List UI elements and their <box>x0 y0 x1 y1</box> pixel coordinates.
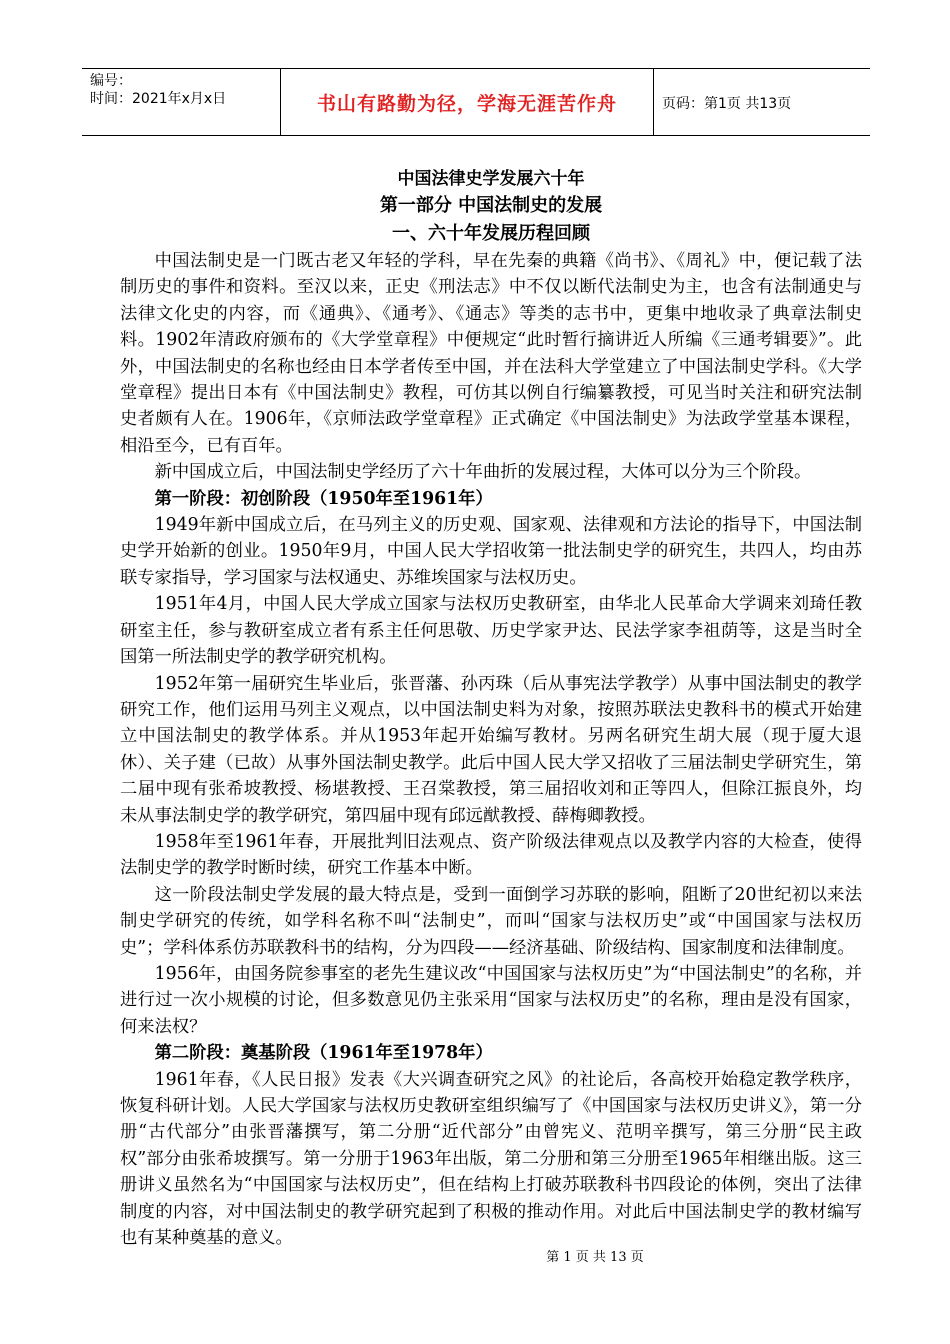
document-title: 中国法律史学发展六十年 <box>397 169 585 189</box>
paragraph: 1956年，由国务院参事室的老先生建议改“中国国家与法权历史”为“中国法制史”的名称，并进行过一次小规模的讨论，但多数意见仍主张采用“国家与法权历史”的名称，理由是没有国家，何来法权？ <box>120 963 862 1037</box>
page-header <box>82 68 870 136</box>
paragraph: 1952年第一届研究生毕业后，张晋藩、孙丙珠（后从事宪法学教学）从事中国法制史的教学研究工作，他们运用马列主义观点，以中国法制史料为对象，按照苏联法史教科书的模式开始建立中国法制史的教学体系。并从1953年起开始编写教材。另两名研究生胡大展（现于厦大退休）、关子建（已故）从事外国法制史教学。此后中国人民大学又招收了三届法制史学研究生，第二届中现有张希坡教授、杨堪教授、王召棠教授，第三届招收刘和正等四人，但除江振良外，均未从事法制史学的教学研究，第四届中现有邱远猷教授、薛梅卿教授。 <box>120 673 862 826</box>
motto-text: 书山有路勤为径，学海无涯苦作舟 <box>316 92 617 115</box>
paragraph: 1951年4月，中国人民大学成立国家与法权历史教研室，由华北人民革命大学调来刘琦任教研室主任，参与教研室成立者有系主任何思敬、历史学家尹达、民法学家李祖荫等，这是当时全国第一所法制史学的教学研究机构。 <box>120 594 862 668</box>
page-info: 页码：第1页 共13页 <box>662 96 792 112</box>
header-meta <box>90 72 226 108</box>
paragraph: 1961年春，《人民日报》发表《大兴调查研究之风》的社论后，各高校开始稳定教学秩序，恢复科研计划。人民大学国家与法权历史教研室组织编写了《中国国家与法权历史讲义》，第一分册“古代部分”由张晋藩撰写，第二分册“近代部分”由曾宪义、范明辛撰写，第三分册“民主政权”部分由张希坡撰写。第一分册于1963年出版，第二分册和第三分册至1965年相继出版。这三册讲义虽然名为“中国国家与法权历史”，但在结构上打破苏联教科书四段论的体例，突出了法律制度的内容，对中国法制史的教学研究起到了积极的推动作用。对此后中国法制史学的教材编写也有某种奠基的意义。 <box>120 1069 862 1249</box>
number-label: 编号： <box>90 73 132 89</box>
page-footer: 第 1 页 共 13 页 <box>546 1250 644 1265</box>
paragraph: 1958年至1961年春，开展批判旧法观点、资产阶级法律观点以及教学内容的大检查，使得法制史学的教学时断时续，研究工作基本中断。 <box>120 831 862 879</box>
stage-heading: 第一阶段：初创阶段（1950年至1961年） <box>154 488 493 509</box>
part-title: 第一部分 中国法制史的发展 <box>379 195 603 216</box>
time-label: 时间：2021年x月x日 <box>90 91 227 107</box>
motto-cell <box>280 69 654 135</box>
document-body <box>120 166 862 1251</box>
paragraph: 1949年新中国成立后，在马列主义的历史观、国家观、法律观和方法论的指导下，中国法制史学开始新的创业。1950年9月，中国人民大学招收第一批法制史学的研究生，共四人，均由苏联专家指导，学习国家与法权通史、苏维埃国家与法权历史。 <box>120 515 862 588</box>
paragraph: 中国法制史是一门既古老又年轻的学科，早在先秦的典籍《尚书》、《周礼》中，便记载了法制历史的事件和资料。至汉以来，正史《刑法志》中不仅以断代法制史为主，也含有法制通史与法律文化史的内容，而《通典》、《通考》、《通志》等类的志书中，更集中地收录了典章法制史料。1902年清政府颁布的《大学堂章程》中便规定“此时暂行摘讲近人所编《三通考辑要》”。此外，中国法制史的名称也经由日本学者传至中国，并在法科大学堂建立了中国法制史学科。《大学堂章程》提出日本有《中国法制史》教程，可仿其以例自行编纂教授，可见当时关注和研究法制史者颇有人在。1906年，《京师法政学堂章程》正式确定《中国法制史》为法政学堂基本课程，相沿至今，已有百年。 <box>120 251 862 456</box>
paragraph: 新中国成立后，中国法制史学经历了六十年曲折的发展过程，大体可以分为三个阶段。 <box>154 462 812 483</box>
section-title: 一、六十年发展历程回顾 <box>392 223 590 244</box>
stage-heading: 第二阶段：奠基阶段（1961年至1978年） <box>154 1043 493 1064</box>
paragraph: 这一阶段法制史学发展的最大特点是，受到一面倒学习苏联的影响，阻断了20世纪初以来法制史学研究的传统，如学科名称不叫“法制史”，而叫“国家与法权历史”或“中国国家与法权历史”；学科体系仿苏联教科书的结构，分为四段——经济基础、阶级结构、国家制度和法律制度。 <box>120 884 862 958</box>
